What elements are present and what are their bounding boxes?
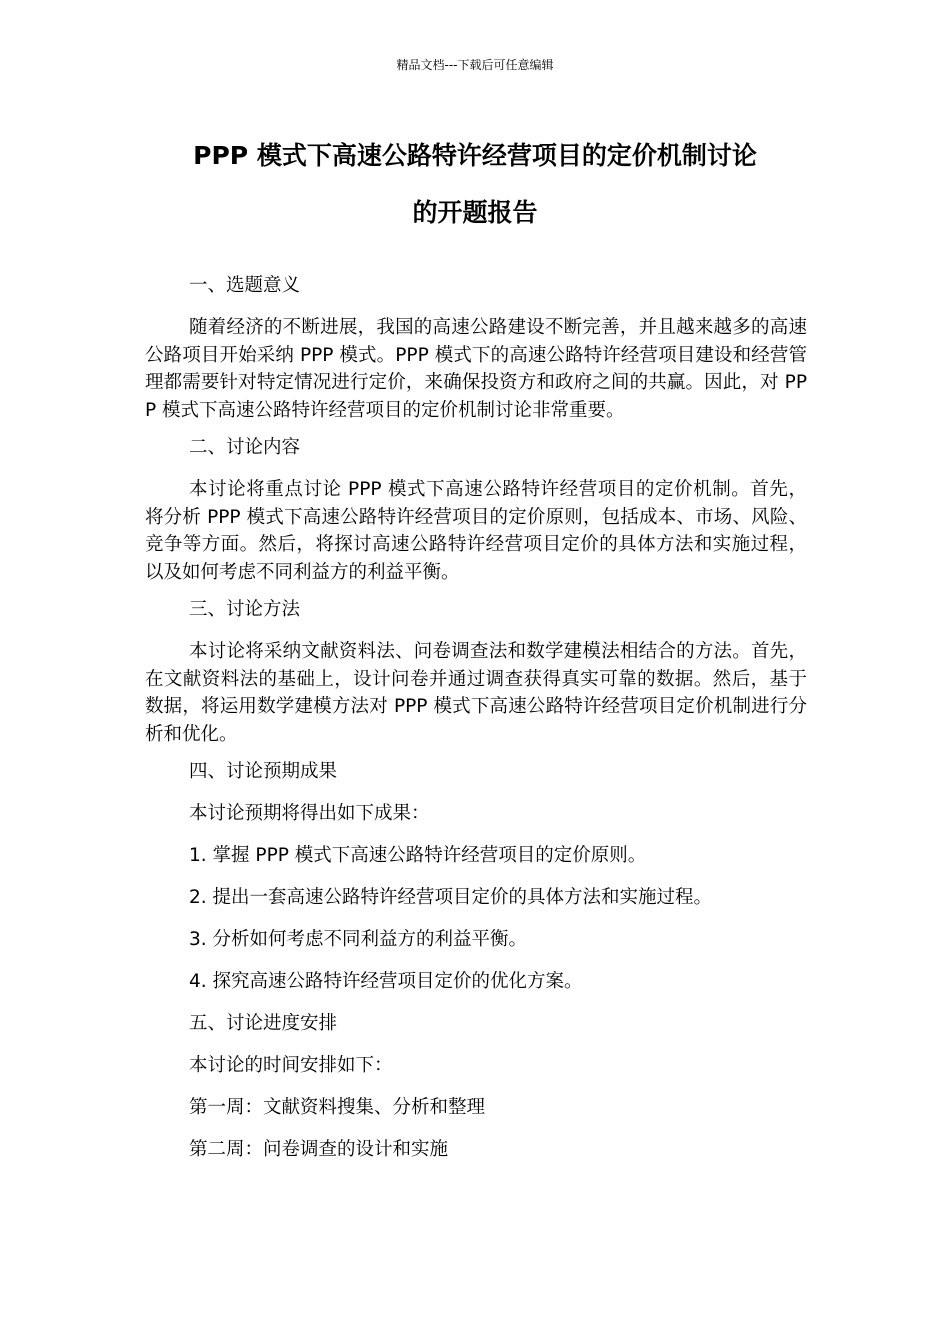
list-item: 3. 分析如何考虑不同利益方的利益平衡。 xyxy=(189,929,528,950)
list-item: 第一周：文献资料搜集、分析和整理 xyxy=(189,1097,486,1118)
schedule-intro: 本讨论的时间安排如下： xyxy=(189,1055,393,1076)
document-title-line-1: PPP 模式下高速公路特许经营项目的定价机制讨论 xyxy=(193,141,757,170)
section-paragraph-content: 本讨论将重点讨论 PPP 模式下高速公路特许经营项目的定价机制。首先，将分析 PPP 模式下高速公路特许经营项目的定价原则，包括成本、市场、风险、竞争等方面。然后，将探讨高速公路特许经营项目定价的具体方法和实施过程，以及如何考虑不同利益方的利益平衡。 xyxy=(145,479,807,583)
header-note: 精品文档---下载后可任意编辑 xyxy=(396,58,554,72)
section-heading-method: 三、讨论方法 xyxy=(189,599,301,620)
document-body xyxy=(145,272,807,1178)
section-heading-outcomes: 四、讨论预期成果 xyxy=(189,761,338,782)
list-item: 2. 提出一套高速公路特许经营项目定价的具体方法和实施过程。 xyxy=(189,887,713,908)
section-heading-significance: 一、选题意义 xyxy=(189,275,301,296)
section-heading-content: 二、讨论内容 xyxy=(189,437,301,458)
section-paragraph-significance: 随着经济的不断进展，我国的高速公路建设不断完善，并且越来越多的高速公路项目开始采纳 PPP 模式。PPP 模式下的高速公路特许经营项目建设和经营管理都需要针对特定情况进行定价，来确保投资方和政府之间的共赢。因此，对 PPP 模式下高速公路特许经营项目的定价机制讨论非常重要。 xyxy=(145,317,807,421)
document-title-line-2: 的开题报告 xyxy=(412,198,538,227)
list-item: 第二周：问卷调查的设计和实施 xyxy=(189,1139,449,1160)
list-item: 1. 掌握 PPP 模式下高速公路特许经营项目的定价原则。 xyxy=(189,845,647,866)
section-paragraph-method: 本讨论将采纳文献资料法、问卷调查法和数学建模法相结合的方法。首先，在文献资料法的基础上，设计问卷并通过调查获得真实可靠的数据。然后，基于数据，将运用数学建模方法对 PPP 模式下高速公路特许经营项目定价机制进行分析和优化。 xyxy=(145,641,807,745)
list-item: 4. 探究高速公路特许经营项目定价的优化方案。 xyxy=(189,971,583,992)
outcomes-intro: 本讨论预期将得出如下成果： xyxy=(189,803,430,824)
section-heading-schedule: 五、讨论进度安排 xyxy=(189,1013,338,1034)
